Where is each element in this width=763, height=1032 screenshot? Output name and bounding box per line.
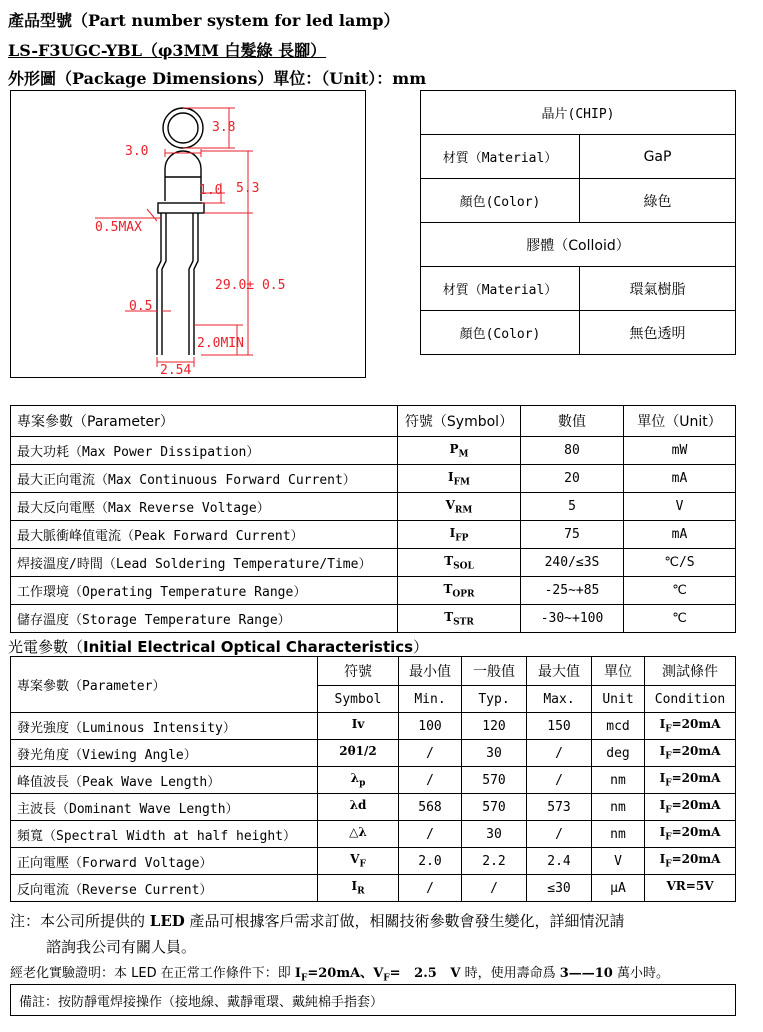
- opt-max: /: [527, 740, 592, 767]
- param-value: 75: [521, 521, 624, 549]
- optical-section-title: [8, 636, 428, 657]
- opt-max: /: [527, 767, 592, 794]
- typ-header-en: Typ.: [462, 686, 527, 713]
- table-row: [11, 549, 736, 577]
- package-drawing: [10, 90, 366, 378]
- opt-unit: mcd: [592, 713, 645, 740]
- param-unit: ℃/S: [624, 549, 736, 577]
- max-header-en: Max.: [527, 686, 592, 713]
- opt-min: /: [399, 767, 462, 794]
- optical-title-close: ）: [413, 638, 429, 656]
- colloid-header: 膠體（Colloid）: [421, 223, 736, 267]
- param-value: -25~+85: [521, 577, 624, 605]
- table-row: [11, 767, 736, 794]
- max-ratings-table: [10, 405, 736, 633]
- typ-header-cn: 一般值: [462, 657, 527, 686]
- opt-symbol: $V_F$: [318, 848, 399, 875]
- opt-min: /: [399, 740, 462, 767]
- colloid-material-label: 材質（Material）: [421, 267, 580, 311]
- opt-symbol: λd: [318, 794, 399, 821]
- param-name: 儲存溫度（Storage Temperature Range）: [11, 605, 398, 633]
- param-symbol: $V_{RM}$: [398, 493, 521, 521]
- param-unit: mA: [624, 465, 736, 493]
- table-row: [11, 875, 736, 902]
- title-en: Part number system for led lamp: [88, 11, 384, 30]
- title-close: ）: [383, 11, 400, 30]
- table-row: [11, 794, 736, 821]
- opt-symbol: 2θ1/2: [318, 740, 399, 767]
- opt-max: 150: [527, 713, 592, 740]
- chip-material-value: GaP: [580, 135, 736, 179]
- table-row: [11, 848, 736, 875]
- remark-box: 備註：按防靜電焊接操作（接地線、戴靜電環、戴純棉手指套）: [10, 984, 736, 1016]
- param-unit: mW: [624, 437, 736, 465]
- dim-0-5max: 0.5MAX: [95, 220, 142, 235]
- colloid-color-label: 顏色(Color): [421, 311, 580, 355]
- param-value: 80: [521, 437, 624, 465]
- opt-max: /: [527, 821, 592, 848]
- optical-table: [10, 656, 736, 902]
- chip-color-label: 顏色(Color): [421, 179, 580, 223]
- opt-typ: /: [462, 875, 527, 902]
- dim-2-54: 2.54: [160, 363, 192, 377]
- param-name: 最大脈衝峰值電流（Peak Forward Current）: [11, 521, 398, 549]
- opt-condition: $I_F=20mA$: [645, 848, 736, 875]
- top-view-inner-circle: [168, 113, 198, 143]
- opt-condition: VR=5V: [645, 875, 736, 902]
- opt-symbol: △λ: [318, 821, 399, 848]
- dim-1-0: 1.0: [199, 183, 223, 198]
- model-number: LS-F3UGC-YBL（φ3MM 白髮綠 長腳）: [8, 41, 327, 60]
- param-name: 最大反向電壓（Max Reverse Voltage）: [11, 493, 398, 521]
- optical-title-en: Initial Electrical Optical Characteristics: [83, 638, 414, 656]
- max-header-cn: 最大值: [527, 657, 592, 686]
- lamp-dome: [165, 151, 201, 201]
- condition-header-en: Condition: [645, 686, 736, 713]
- title-cn: 產品型號（: [8, 11, 89, 30]
- aging-note: 經老化實驗證明：本 LED 在正常工作條件下：即 $I_F=20mA$、$V_F= 2.5$ V 時，使用壽命爲 3——10 萬小時。: [10, 966, 669, 984]
- dim-2-0min: 2.0MIN: [197, 336, 244, 351]
- condition-header-cn: 測試條件: [645, 657, 736, 686]
- symbol-header-en: Symbol: [318, 686, 399, 713]
- lamp-flange: [158, 203, 204, 213]
- opt-typ: 2.2: [462, 848, 527, 875]
- note-line-1: 注：本公司所提供的 LED 產品可根據客戶需求訂做，相關技術參數會發生變化，詳細情況請: [10, 912, 625, 930]
- param-name: 最大功耗（Max Power Dissipation）: [11, 437, 398, 465]
- param-symbol: $T_{STR}$: [398, 605, 521, 633]
- param-unit: mA: [624, 521, 736, 549]
- lead-left-inner: [162, 213, 166, 355]
- package-title: [8, 66, 426, 89]
- opt-symbol: $\lambda_p$: [318, 767, 399, 794]
- opt-name: 發光強度（Luminous Intensity）: [11, 713, 318, 740]
- opt-typ: 30: [462, 740, 527, 767]
- param-symbol: $P_M$: [398, 437, 521, 465]
- chip-color-value: 綠色: [580, 179, 736, 223]
- param-value: 20: [521, 465, 624, 493]
- chip-header: 晶片(CHIP): [421, 91, 736, 135]
- unit-header-cn: 單位: [592, 657, 645, 686]
- opt-min: /: [399, 821, 462, 848]
- param-value: 5: [521, 493, 624, 521]
- table-row: [11, 577, 736, 605]
- symbol-header: 符號（Symbol）: [398, 406, 521, 437]
- param-value: -30~+100: [521, 605, 624, 633]
- table-row: [11, 740, 736, 767]
- opt-min: /: [399, 875, 462, 902]
- opt-symbol: $I_R$: [318, 875, 399, 902]
- colloid-material-value: 環氣樹脂: [580, 267, 736, 311]
- table-row: [11, 713, 736, 740]
- param-name: 工作環境（Operating Temperature Range）: [11, 577, 398, 605]
- note-line-2: 諮詢我公司有關人員。: [46, 938, 197, 956]
- led-dimension-diagram: [11, 91, 365, 377]
- param-value: 240/≤3S: [521, 549, 624, 577]
- colloid-color-value: 無色透明: [580, 311, 736, 355]
- param-symbol: $T_{OPR}$: [398, 577, 521, 605]
- opt-name: 正向電壓（Forward Voltage）: [11, 848, 318, 875]
- opt-name: 頻寬（Spectral Width at half height）: [11, 821, 318, 848]
- opt-condition: $I_F=20mA$: [645, 740, 736, 767]
- unit-header: 單位（Unit）: [624, 406, 736, 437]
- param-unit: ℃: [624, 577, 736, 605]
- param-unit: ℃: [624, 605, 736, 633]
- opt-symbol: Iv: [318, 713, 399, 740]
- pkg-cn: 外形圖（: [8, 69, 73, 88]
- optical-title-cn: 光電參數（: [8, 638, 84, 656]
- dim-5-3: 5.3: [236, 181, 260, 196]
- unit-header-en: Unit: [592, 686, 645, 713]
- param-symbol: $T_{SOL}$: [398, 549, 521, 577]
- pkg-unit: Unit: [329, 69, 369, 88]
- top-view-outer-circle: [163, 108, 203, 148]
- opt-unit: nm: [592, 767, 645, 794]
- opt-max: 573: [527, 794, 592, 821]
- param-symbol: $I_{FP}$: [398, 521, 521, 549]
- opt-max: 2.4: [527, 848, 592, 875]
- symbol-header-cn: 符號: [318, 657, 399, 686]
- param-symbol: $I_{FM}$: [398, 465, 521, 493]
- opt-name: 峰值波長（Peak Wave Length）: [11, 767, 318, 794]
- param-unit: V: [624, 493, 736, 521]
- pkg-en: Package Dimensions: [72, 69, 258, 88]
- table-row: [11, 821, 736, 848]
- table-row: [11, 493, 736, 521]
- table-row: [11, 605, 736, 633]
- lead-right-outer: [194, 213, 198, 355]
- opt-typ: 120: [462, 713, 527, 740]
- opt-min: 100: [399, 713, 462, 740]
- min-header-en: Min.: [399, 686, 462, 713]
- table-row: [11, 465, 736, 493]
- product-title: [8, 8, 399, 31]
- opt-name: 反向電流（Reverse Current）: [11, 875, 318, 902]
- opt-unit: nm: [592, 794, 645, 821]
- dim-3-0: 3.0: [125, 144, 149, 159]
- opt-min: 568: [399, 794, 462, 821]
- optical-param-header: 專案參數（Parameter）: [11, 657, 318, 713]
- param-name: 焊接溫度/時間（Lead Soldering Temperature/Time）: [11, 549, 398, 577]
- opt-typ: 570: [462, 767, 527, 794]
- dim-0-5: 0.5: [129, 299, 153, 314]
- dim-3-8: 3.8: [212, 120, 236, 135]
- table-row: [11, 437, 736, 465]
- opt-condition: $I_F=20mA$: [645, 794, 736, 821]
- table-row: [11, 521, 736, 549]
- opt-typ: 570: [462, 794, 527, 821]
- dim-29-0: 29.0± 0.5: [215, 278, 286, 293]
- opt-unit: nm: [592, 821, 645, 848]
- param-name: 最大正向電流（Max Continuous Forward Current）: [11, 465, 398, 493]
- opt-unit: deg: [592, 740, 645, 767]
- pkg-mid: ）單位：（: [257, 69, 330, 88]
- opt-name: 發光角度（Viewing Angle）: [11, 740, 318, 767]
- lead-left-outer: [157, 213, 161, 355]
- opt-condition: $I_F=20mA$: [645, 767, 736, 794]
- opt-min: 2.0: [399, 848, 462, 875]
- opt-unit: V: [592, 848, 645, 875]
- value-header: 數值: [521, 406, 624, 437]
- opt-max: ≤30: [527, 875, 592, 902]
- min-header-cn: 最小值: [399, 657, 462, 686]
- pkg-end: ）：mm: [368, 69, 427, 88]
- opt-name: 主波長（Dominant Wave Length）: [11, 794, 318, 821]
- opt-typ: 30: [462, 821, 527, 848]
- param-header: 專案參數（Parameter）: [11, 406, 398, 437]
- chip-material-label: 材質（Material）: [421, 135, 580, 179]
- opt-unit: μA: [592, 875, 645, 902]
- chip-colloid-table: [420, 90, 736, 355]
- opt-condition: $I_F=20mA$: [645, 821, 736, 848]
- opt-condition: $I_F=20mA$: [645, 713, 736, 740]
- lead-right-inner: [189, 213, 193, 355]
